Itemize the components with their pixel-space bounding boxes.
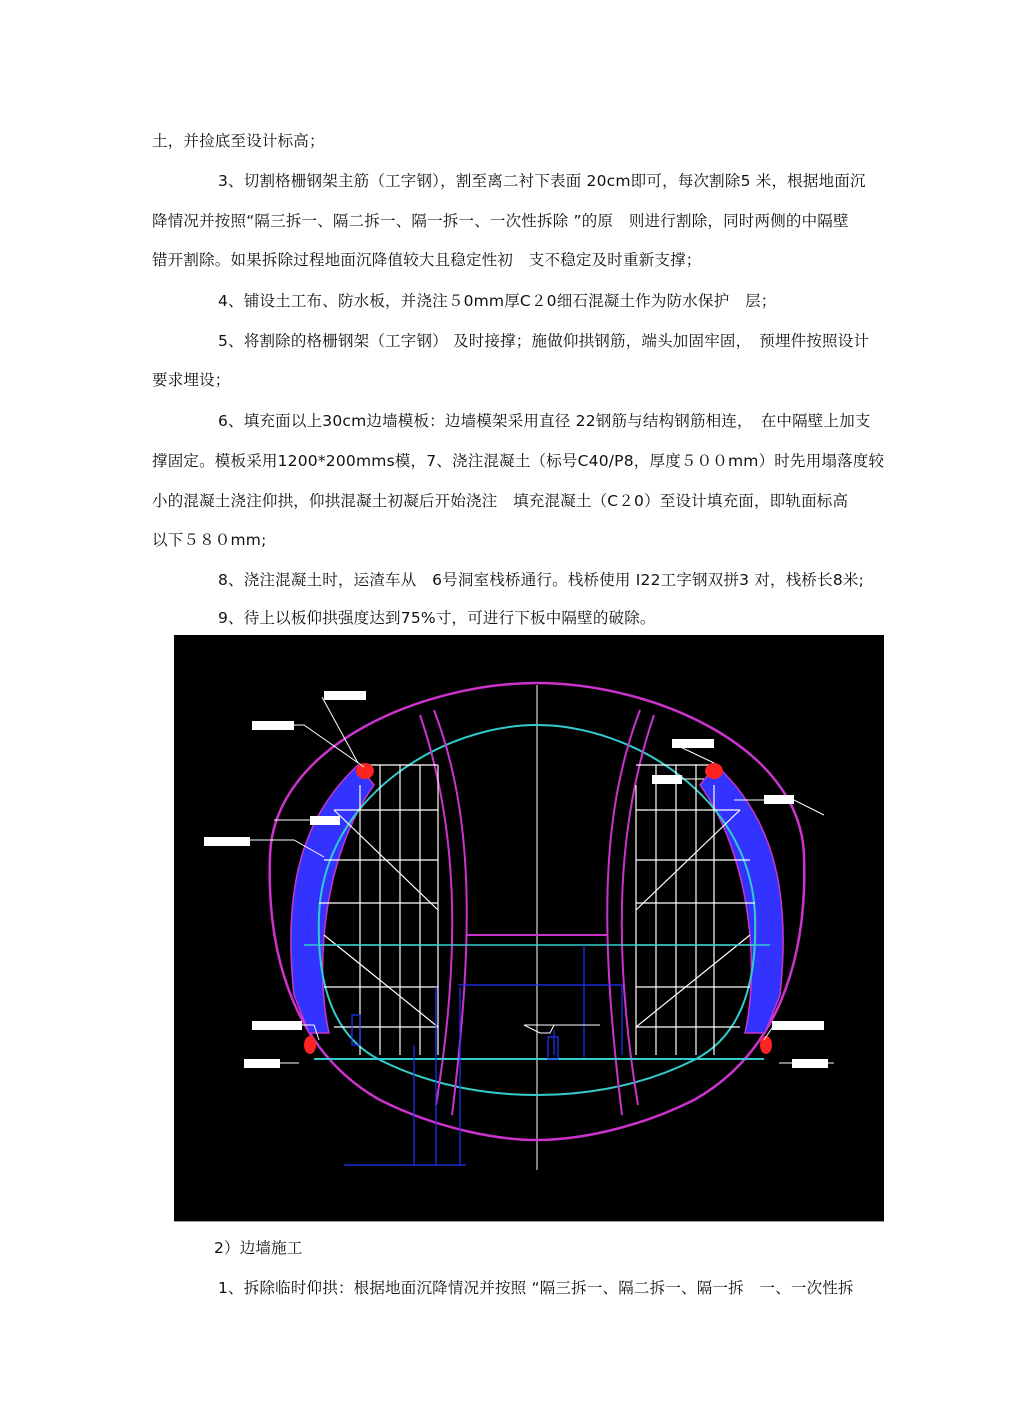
waterstop-marker-left-top bbox=[356, 763, 374, 779]
paragraph-line: 土，并捡底至设计标高； bbox=[152, 132, 325, 150]
figure-edge bbox=[879, 635, 883, 1221]
waterstop-marker-left-bottom bbox=[304, 1036, 316, 1054]
paragraph-line: 5、将割除的格栅钢架（工字钢） 及时接撑；施做仰拱钢筋，端头加固牢固， 预埋件按照设计 bbox=[218, 332, 870, 350]
right-partition-a bbox=[622, 715, 654, 1105]
waterstop-marker-right-top bbox=[705, 763, 723, 779]
paragraph-line: 3、切割格栅钢架主筋（工字钢），割至离二衬下表面 20cm即可，每次割除5 米，根据地面沉 bbox=[218, 172, 866, 190]
paragraph-line: 4、铺设土工布、防水板，并浇注５0mm厚C２0细石混凝土作为防水保护 层； bbox=[218, 292, 777, 310]
paragraph-line: 小的混凝土浇注仰拱，仰拱混凝土初凝后开始浇注 填充混凝土（C２0）至设计填充面，即轨面标高 bbox=[152, 492, 849, 510]
paragraph-line: 要求埋设； bbox=[152, 371, 231, 389]
right-partition-b bbox=[607, 710, 640, 1115]
paragraph-line: 撑固定。模板采用1200*200mms模，7、浇注混凝土（标号C40/P8，厚度５００mm）时先用塌落度较 bbox=[152, 452, 885, 470]
left-lining-fill bbox=[291, 765, 374, 1033]
figure-bottom-rule bbox=[174, 1221, 884, 1222]
paragraph-line: 9、待上以板仰拱强度达到75%寸，可进行下板中隔壁的破除。 bbox=[218, 609, 656, 627]
paragraph-line: 错开割除。如果拆除过程地面沉降值较大且稳定性初 支不稳定及时重新支撑； bbox=[152, 251, 702, 269]
waterstop-marker-right-bottom bbox=[760, 1036, 772, 1054]
paragraph-line: 1、拆除临时仰拱：根据地面沉降情况并按照 “隔三拆一、隔二拆一、隔一拆 一、一次性拆 bbox=[218, 1279, 854, 1297]
paragraph-line: 以下５８０mm; bbox=[152, 531, 267, 549]
paragraph-line: 6、填充面以上30cm边墙模板：边墙模架采用直径 22钢筋与结构钢筋相连， 在中隔壁上加支 bbox=[218, 412, 871, 430]
section-heading: 2）边墙施工 bbox=[214, 1239, 303, 1257]
tunnel-section-drawing bbox=[174, 635, 884, 1221]
tunnel-section-figure bbox=[174, 635, 884, 1221]
left-partition-b bbox=[434, 710, 467, 1115]
paragraph-line: 降情况并按照“隔三拆一、隔二拆一、隔一拆一、一次性拆除 ”的原 则进行割除，同时两侧的中隔壁 bbox=[152, 212, 849, 230]
drain-symbol bbox=[524, 1025, 600, 1033]
paragraph-line: 8、浇注混凝土时，运渣车从 6号洞室栈桥通行。栈桥使用 I22工字钢双拼3 对，栈桥长8米; bbox=[218, 571, 865, 589]
right-lining-fill bbox=[700, 765, 783, 1033]
dimension-lines bbox=[344, 945, 622, 1165]
